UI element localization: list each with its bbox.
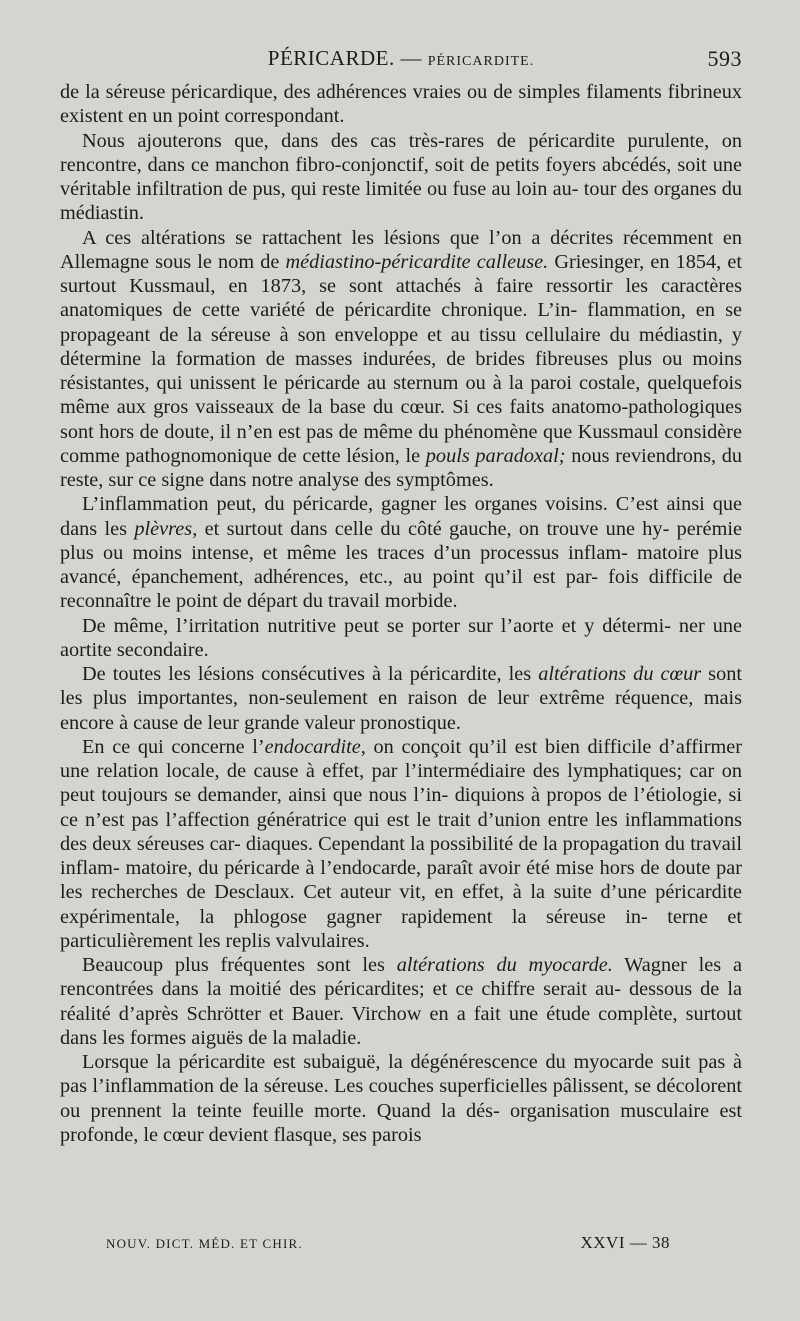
text-run: A ces altérations se rattachent les lésions que l’on a décrites récemment en Allemagne sous le nom de [60, 226, 742, 273]
text-run: on conçoit qu’il est bien difficile d’affirmer une relation locale, de cause à effet, par l’intermédiaire des lymphatiques; car on peut toujours se demander, ainsi que nous l’in- diquions à propos de l’étiologie, si ce n’est pas l’affection génératrice qui est le trait d’union entre les inflammations des deux séreuses car- diaques. Cependant la possibilité de la propagation du travail inflam- matoire, du péricarde à l’endocarde, paraît avoir été mise hors de doute par les recherches de Desclaux. Cet auteur vit, en effet, à la suite d’une péricardite expérimentale, la phlogose gagner rapidement la séreuse in- terne et particulièrement les replis valvulaires. [60, 735, 742, 952]
italic-term: pouls paradoxal; [425, 444, 566, 467]
text-run: En ce qui concerne l’ [82, 735, 265, 758]
paragraph [60, 492, 742, 613]
footer-signature: NOUV. DICT. MÉD. ET CHIR. [106, 1236, 303, 1251]
text-run: de la séreuse péricardique, des adhérences vraies ou de simples filaments fibrineux existent en un point correspondant. [60, 81, 742, 128]
paragraph [60, 1050, 742, 1147]
italic-term: altérations du myocarde. [396, 954, 613, 976]
text-run: L’inflammation peut, du péricarde, gagner les organes voisins. C’est ainsi que dans les [60, 493, 742, 540]
paragraph [60, 735, 742, 953]
italic-term: altérations du cœur [538, 663, 702, 685]
running-head [60, 44, 742, 80]
paragraph [60, 129, 742, 226]
body-text [60, 80, 742, 1147]
text-run: et surtout dans celle du côté gauche, on trouve une hy- perémie plus ou moins intense, et même les traces d’un processus inflam- matoire plus avancé, épanchement, adhérences, etc., au point qu’il est par- fois difficile de reconnaître le point de départ du travail morbide. [60, 517, 742, 613]
text-run: nous reviendrons, du reste, sur ce signe dans notre analyse des symptômes. [60, 444, 742, 491]
text-run: Griesinger, en 1854, et surtout Kussmaul, en 1873, se sont attachés à faire ressortir les caractères anatomiques de cette variété de péricardite chronique. L’in- flammation, en se propageant de la séreuse à son enveloppe et au tissu cellulaire du médiastin, y détermine la formation de masses indurées, de brides fibreuses plus ou moins résistantes, qui unissent le péricarde au sternum ou à la paroi costale, quelquefois même aux gros vaisseaux de la base du cœur. Si ces faits anatomo-pathologiques sont hors de doute, il n’en est pas de même du phénomène que Kussmaul considère comme pathognomonique de cette lésion, le [60, 250, 742, 467]
running-title-sub: PÉRICARDITE. [427, 54, 535, 69]
text-run: Lorsque la péricardite est subaiguë, la dégénérescence du myocarde suit pas à pas l’inflammation de la séreuse. Les couches superficielles pâlissent, se décolorent ou prennent la teinte feuille morte. Quand la dés- organisation musculaire est profonde, le cœur devient flasque, ses parois [60, 1051, 742, 1146]
running-title-dash: — [394, 46, 428, 70]
italic-term: endocardite, [264, 735, 366, 758]
text-run: Nous ajouterons que, dans des cas très-rares de péricardite purulente, on rencontre, dans ce manchon fibro-conjonctif, soit de petits foyers abcédés, soit une véritable infiltration de pus, qui reste limitée ou fuse au loin au- tour des organes du médiastin. [60, 129, 742, 225]
italic-term: plèvres, [134, 517, 198, 540]
text-run: sont les plus importantes, non-seulement en raison de leur extrême réquence, mais encore à cause de leur grande valeur pronostique. [60, 663, 742, 734]
text-run: De même, l’irritation nutritive peut se porter sur l’aorte et y détermi- ner une aortite secondaire. [60, 614, 742, 661]
text-run: Wagner les a rencontrées dans la moitié des péricardites; et ce chiffre serait au- dessous de la réalité d’après Schrötter et Bauer. Virchow en a fait une étude complète, surtout dans les formes aiguës de la maladie. [60, 954, 742, 1049]
italic-term: médiastino-péricardite calleuse. [285, 250, 549, 273]
paragraph [60, 662, 742, 735]
running-title [60, 46, 742, 71]
page-number: 593 [707, 46, 742, 71]
paragraph [60, 226, 742, 493]
footer-sheet-number: XXVI — 38 [580, 1233, 670, 1252]
text-run: De toutes les lésions consécutives à la péricardite, les [82, 663, 539, 685]
paragraph [60, 614, 742, 663]
running-title-main: PÉRICARDE. [267, 46, 395, 70]
text-run: Beaucoup plus fréquentes sont les [82, 954, 397, 976]
paragraph [60, 953, 742, 1050]
paragraph [60, 80, 742, 129]
